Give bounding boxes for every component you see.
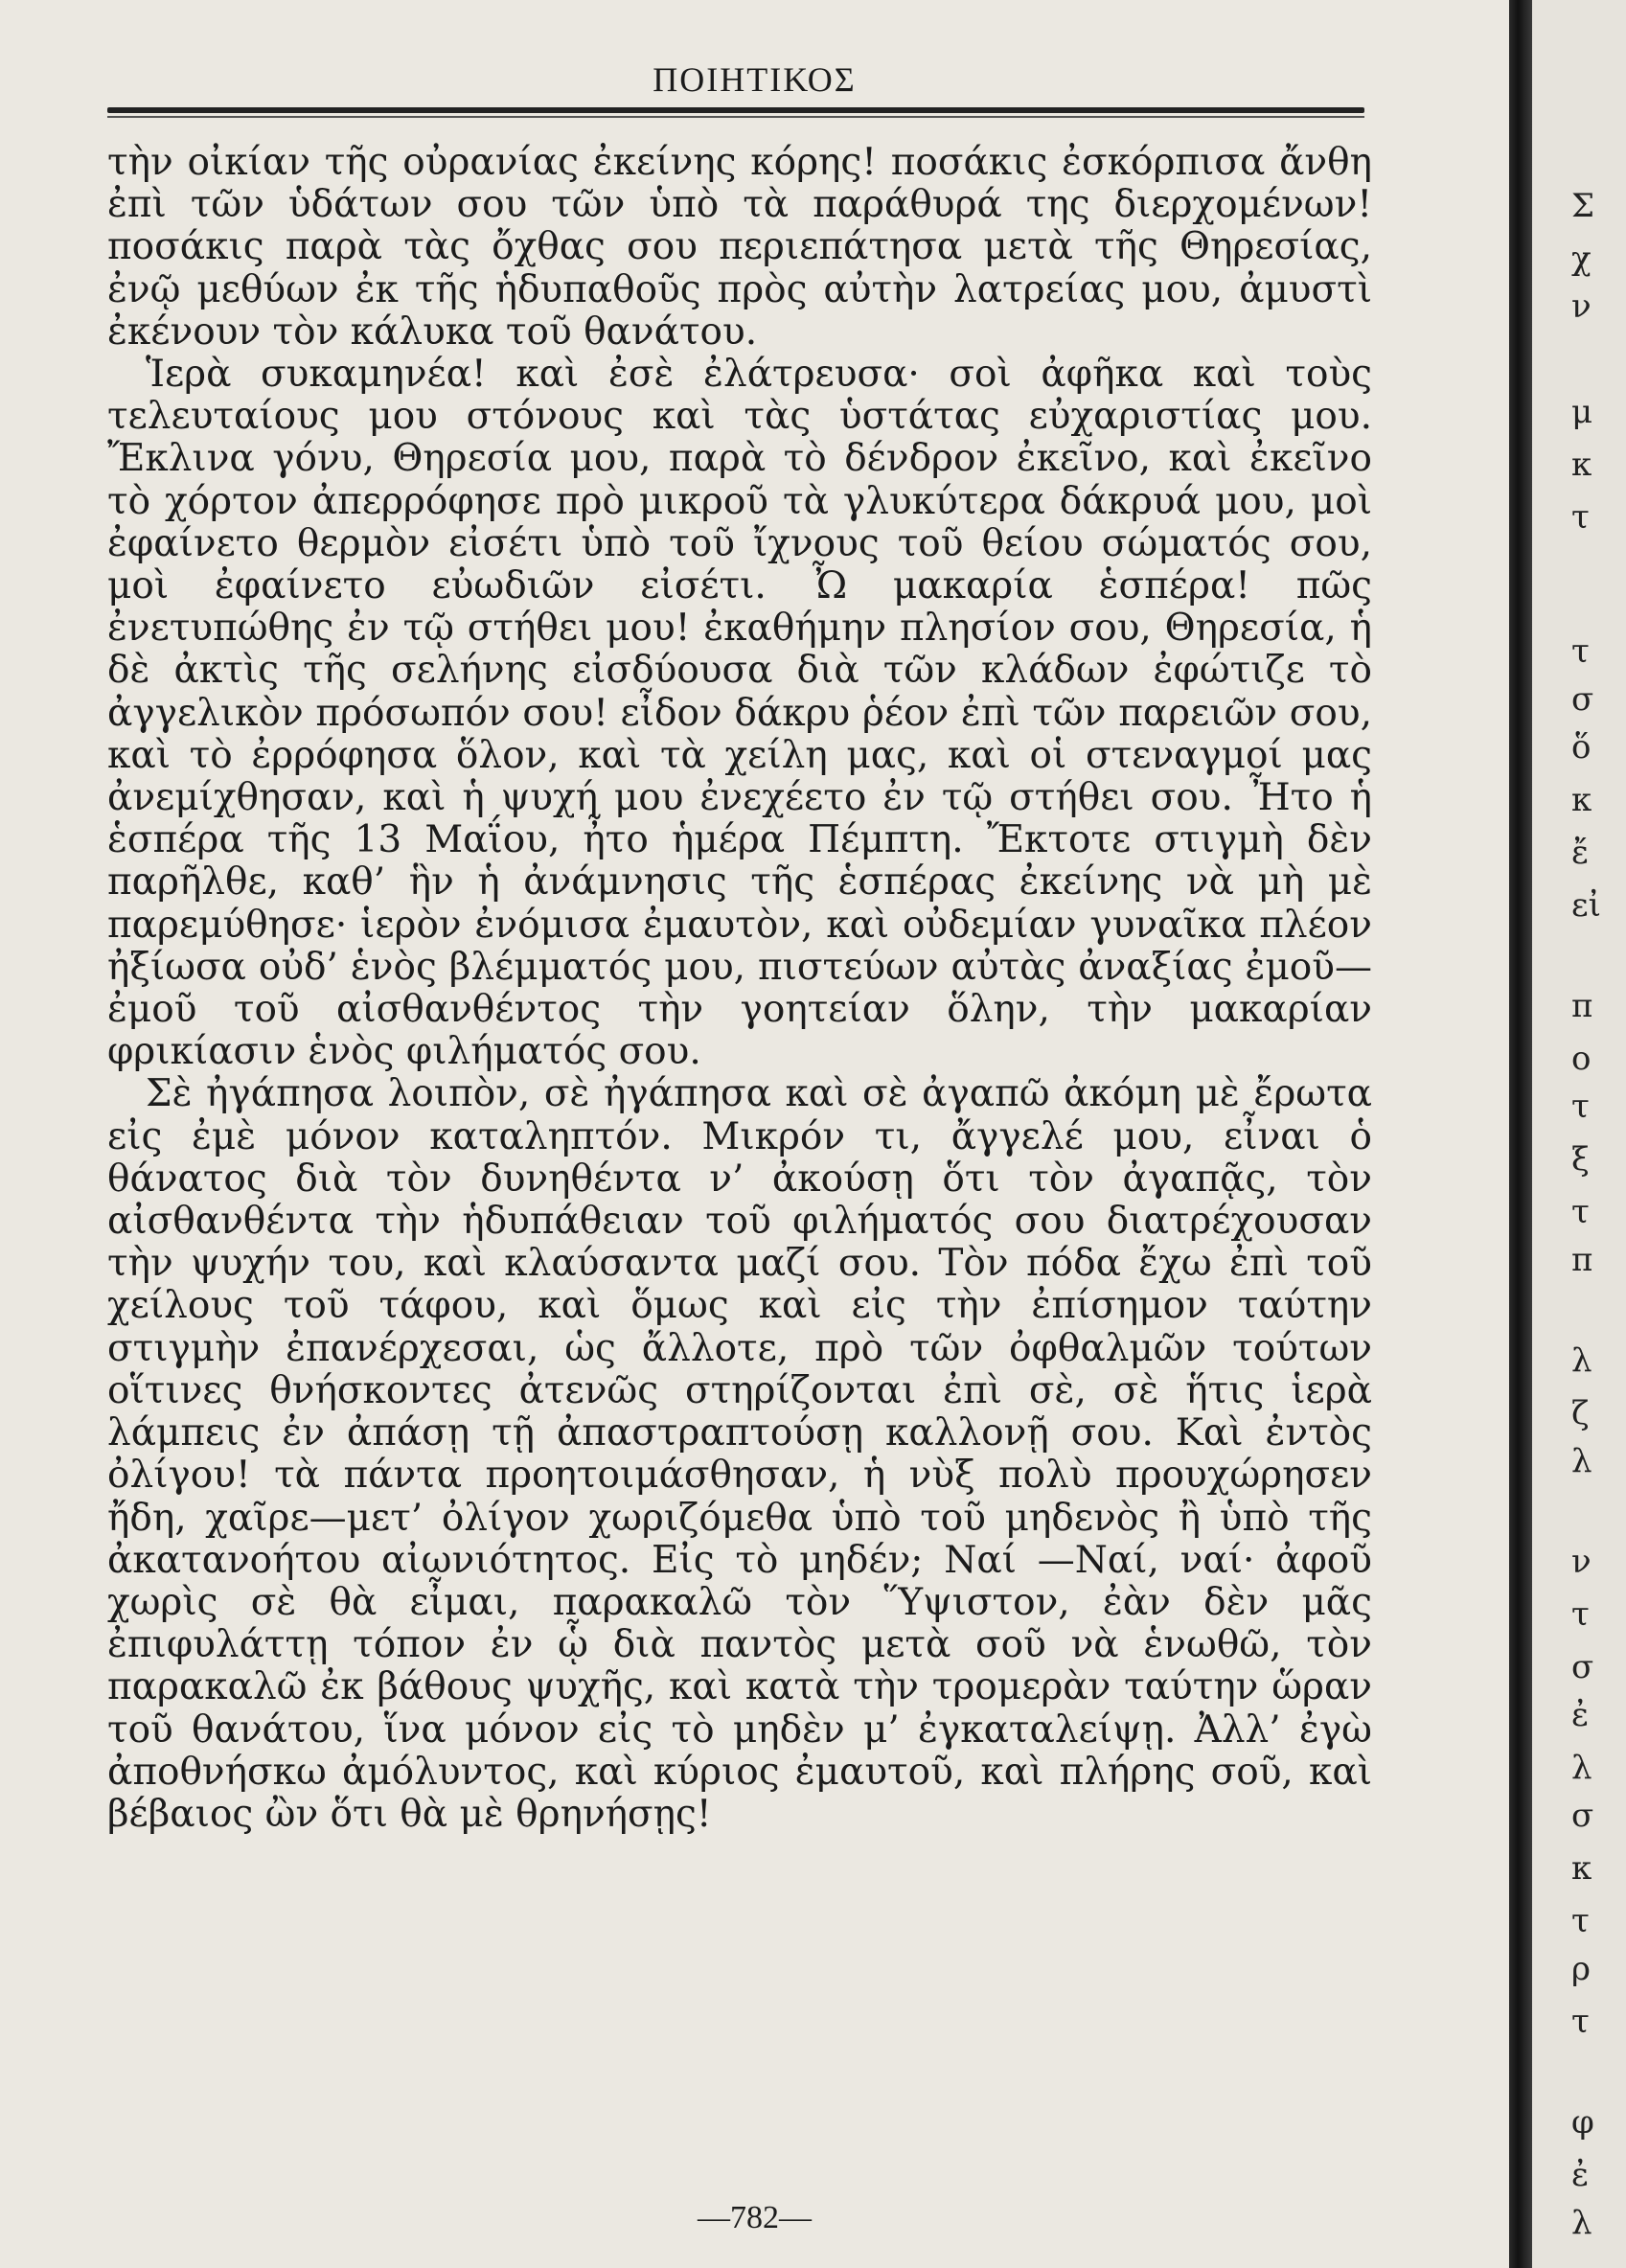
facing-page-letter: ν xyxy=(1571,1543,1592,1581)
facing-page-letter: ξ xyxy=(1571,1140,1590,1179)
facing-page-letter: ζ xyxy=(1571,1394,1590,1432)
book-gutter xyxy=(1509,0,1532,2268)
facing-page-letter: εἰ xyxy=(1571,886,1601,925)
facing-page-letter: ρ xyxy=(1571,1950,1591,1988)
facing-page-letter: ν xyxy=(1571,287,1592,326)
facing-page-letter: ἐ xyxy=(1571,1696,1590,1734)
facing-page-letter: φ xyxy=(1571,2103,1594,2142)
facing-page-letter: κ xyxy=(1571,1849,1592,1888)
body-text xyxy=(107,142,1372,1836)
facing-page-letter: τ xyxy=(1571,1088,1590,1126)
header-rule xyxy=(107,107,1364,113)
facing-page-letter: τ xyxy=(1571,1595,1590,1634)
facing-page-letter: σ xyxy=(1571,680,1594,719)
facing-page-letter: τ xyxy=(1571,1193,1590,1231)
facing-page-letter: λ xyxy=(1571,1341,1592,1380)
facing-page-letter: μ xyxy=(1571,393,1593,431)
facing-page-letter: κ xyxy=(1571,781,1592,819)
header-rule-thin xyxy=(107,116,1364,118)
facing-page-letter: κ xyxy=(1571,446,1592,484)
paragraph-3: Σὲ ἠγάπησα λοιπὸν, σὲ ἠγάπησα καὶ σὲ ἀγαπῶ ἀκόμη μὲ ἔρωτα εἰς ἐμὲ μόνον καταληπτόν. Μικρόν τι, ἄγγελέ μου, εἶναι ὁ θάνατος διὰ τὸν δυνηθέντα ν’ ἀκούσῃ ὅτι τὸν ἀγαπᾷς, τὸν αἰσθανθέντα τὴν ἡδυπάθειαν τοῦ φιλήματός σου διατρέχουσαν τὴν ψυχήν του, καὶ κλαύσαντα μαζί σου. Τὸν πόδα ἔχω ἐπὶ τοῦ χείλους τοῦ τάφου, καὶ ὅμως καὶ εἰς τὴν ἐπίσημον ταύτην στιγμὴν ἐπανέρχεσαι, ὡς ἄλλοτε, πρὸ τῶν ὀφθαλμῶν τούτων οἵτινες θνήσκοντες ἀτενῶς στηρίζονται ἐπὶ σὲ, σὲ ἥτις ἱερὰ λάμπεις ἐν ἀπάσῃ τῇ ἀπαστραπτούσῃ καλλονῇ σου. Καὶ ἐντὸς ὀλίγου! τὰ πάντα προητοιμάσθησαν, ἡ νὺξ πολὺ προυχώρησεν ἤδη, χαῖρε—μετ’ ὀλίγον χωριζόμεθα ὑπὸ τοῦ μηδενὸς ἢ ὑπὸ τῆς ἀκατανοήτου αἰωνιότητος. Εἰς τὸ μηδέν; Ναί —Ναί, ναί· ἀφοῦ χωρὶς σὲ θὰ εἶμαι, παρακαλῶ τὸν Ὕψιστον, ἐὰν δὲν μᾶς ἐπιφυλάττῃ τόπον ἐν ᾧ διὰ παντὸς μετὰ σοῦ νὰ ἑνωθῶ, τὸν παρακαλῶ ἐκ βάθους ψυχῆς, καὶ κατὰ τὴν τρομερὰν ταύτην ὥραν τοῦ θανάτου, ἵνα μόνον εἰς τὸ μηδὲν μ’ ἐγκαταλείψῃ. Ἀλλ’ ἐγὼ ἀποθνήσκω ἀμόλυντος, καὶ κύριος ἐμαυτοῦ, καὶ πλήρης σοῦ, καὶ βέβαιος ὢν ὅτι θὰ μὲ θρηνήσῃς! xyxy=(107,1072,1372,1836)
running-head: ΠΟΙΗΤΙΚΟΣ xyxy=(653,60,857,99)
facing-page-letter: ὅ xyxy=(1571,728,1592,767)
facing-page-letter: λ xyxy=(1571,1749,1592,1787)
facing-page-letter: σ xyxy=(1571,1797,1594,1835)
facing-page-letter: τ xyxy=(1571,498,1590,537)
facing-page-letter: τ xyxy=(1571,632,1590,671)
facing-page-letter: π xyxy=(1571,987,1593,1025)
facing-page-letter: τ xyxy=(1571,2003,1590,2041)
page-number: —782— xyxy=(698,2200,812,2235)
facing-page-letter: ο xyxy=(1571,1040,1592,1078)
facing-page-letter: σ xyxy=(1571,1648,1594,1686)
paragraph-2: Ἱερὰ συκαμηνέα! καὶ ἐσὲ ἐλάτρευσα· σοὶ ἀφῆκα καὶ τοὺς τελευταίους μου στόνους καὶ τὰς ὑστάτας εὐχαριστίας μου. Ἔκλινα γόνυ, Θηρεσία μου, παρὰ τὸ δένδρον ἐκεῖνο, καὶ ἐκεῖνο τὸ χόρτον ἀπερρόφησε πρὸ μικροῦ τὰ γλυκύτερα δάκρυά μου, μοὶ ἐφαίνετο θερμὸν εἰσέτι ὑπὸ τοῦ ἴχνους τοῦ θείου σώματός σου, μοὶ ἐφαίνετο εὐωδιῶν εἰσέτι. Ὦ μακαρία ἑσπέρα! πῶς ἐνετυπώθης ἐν τῷ στήθει μου! ἐκαθήμην πλησίον σου, Θηρεσία, ἡ δὲ ἀκτὶς τῆς σελήνης εἰσδύουσα διὰ τῶν κλάδων ἐφώτιζε τὸ ἀγγελικὸν πρόσωπόν σου! εἶδον δάκρυ ῥέον ἐπὶ τῶν παρειῶν σου, καὶ τὸ ἐρρόφησα ὅλον, καὶ τὰ χείλη μας, καὶ οἱ στεναγμοί μας ἀνεμίχθησαν, καὶ ἡ ψυχή μου ἐνεχέετο ἐν τῷ στήθει σου. Ἦτο ἡ ἑσπέρα τῆς 13 Μαΐου, ἦτο ἡμέρα Πέμπτη. Ἔκτοτε στιγμὴ δὲν παρῆλθε, καθ’ ἣν ἡ ἀνάμνησις τῆς ἑσπέρας ἐκείνης νὰ μὴ μὲ παρεμύθησε· ἱερὸν ἐνόμισα ἐμαυτὸν, καὶ οὐδεμίαν γυναῖκα πλέον ἠξίωσα οὐδ’ ἑνὸς βλέμματός μου, πιστεύων αὐτὰς ἀναξίας ἐμοῦ—ἐμοῦ τοῦ αἰσθανθέντος τὴν γοητείαν ὅλην, τὴν μακαρίαν φρικίασιν ἑνὸς φιλήματός σου. xyxy=(107,353,1372,1074)
facing-page-letter: Σ xyxy=(1571,187,1595,225)
facing-page-letter: π xyxy=(1571,1241,1593,1279)
facing-page-letters xyxy=(1571,0,1626,2268)
facing-page-letter: χ xyxy=(1571,240,1592,278)
facing-page-letter: ἔ xyxy=(1571,834,1590,872)
facing-page-letter: λ xyxy=(1571,1442,1592,1480)
facing-page-letter: ἐ xyxy=(1571,2156,1590,2194)
facing-page-letter: τ xyxy=(1571,1902,1590,1940)
facing-page-letter: λ xyxy=(1571,2204,1592,2242)
paragraph-1: τὴν οἰκίαν τῆς οὐρανίας ἐκείνης κόρης! ποσάκις ἐσκόρπισα ἄνθη ἐπὶ τῶν ὑδάτων σου τῶν ὑπὸ τὰ παράθυρά της διερχομένων! ποσάκις παρὰ τὰς ὄχθας σου περιεπάτησα μετὰ τῆς Θηρεσίας, ἐνῷ μεθύων ἐκ τῆς ἡδυπαθοῦς πρὸς αὐτὴν λατρείας μου, ἀμυστὶ ἐκένουν τὸν κάλυκα τοῦ θανάτου. xyxy=(107,141,1372,354)
